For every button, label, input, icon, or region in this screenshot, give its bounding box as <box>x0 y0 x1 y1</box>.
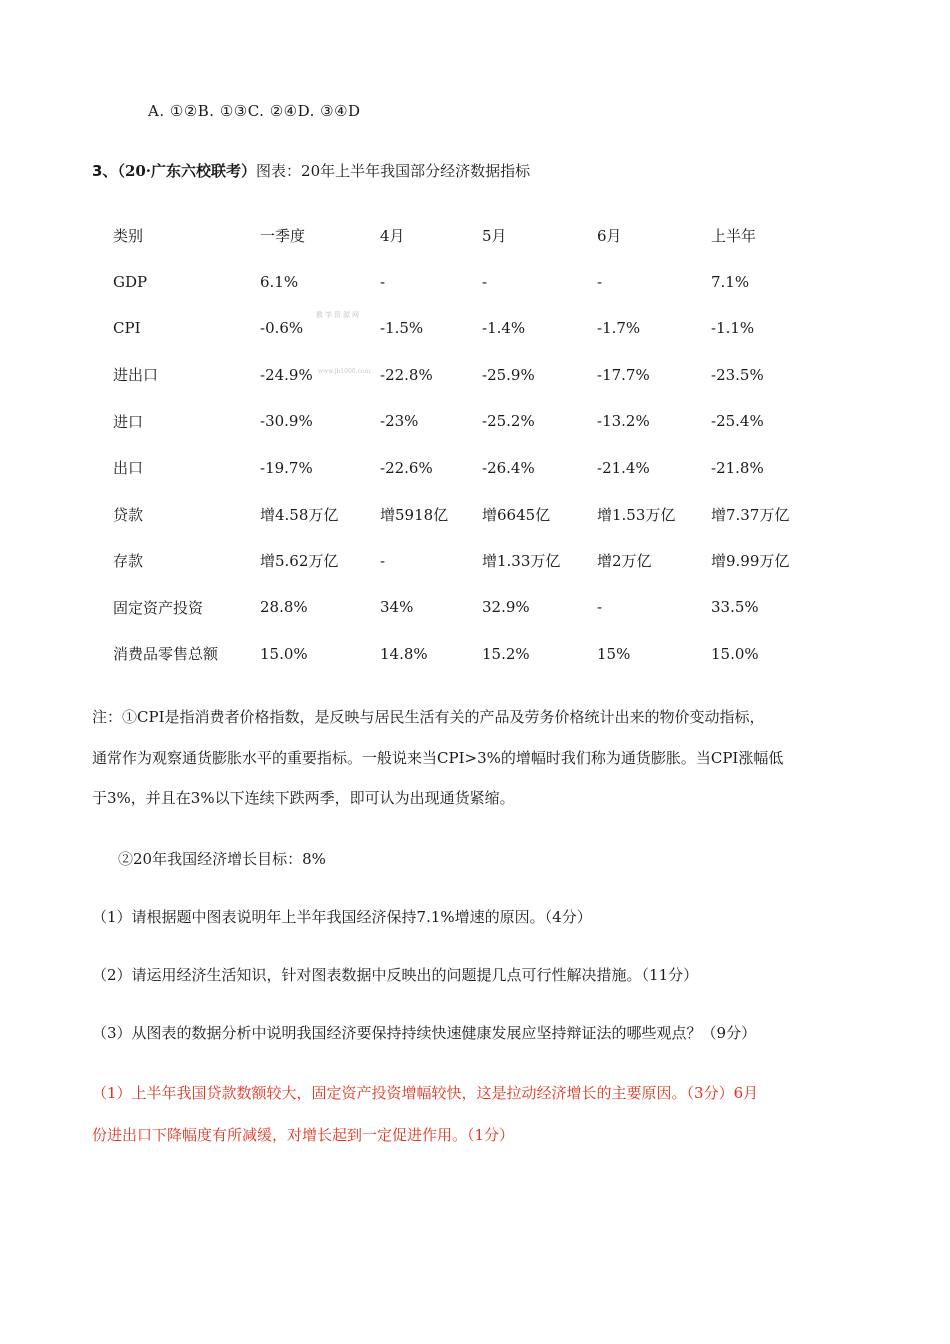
table-cell: - <box>597 272 603 291</box>
table-cell: 出口 <box>113 459 144 478</box>
table-row <box>106 398 831 445</box>
table-row <box>106 584 831 631</box>
answer-options: A. ①②B. ①③C. ②④D. ③④D <box>148 102 361 120</box>
table-cell: GDP <box>113 272 148 291</box>
table-cell: -21.4% <box>597 458 650 477</box>
table-cell: 增5.62万亿 <box>260 552 339 571</box>
table-cell: -25.2% <box>482 412 535 431</box>
table-cell: - <box>482 272 488 291</box>
table-row <box>106 491 831 538</box>
table-cell: -22.6% <box>380 458 433 477</box>
question-number: 3、 <box>92 162 118 180</box>
table-cell: 增4.58万亿 <box>260 505 339 524</box>
table-cell: 贷款 <box>113 505 144 524</box>
sub-question: （2）请运用经济生活知识，针对图表数据中反映出的问题提几点可行性解决措施。（11分） <box>92 966 699 984</box>
table-cell: -21.8% <box>711 458 764 477</box>
table-header-cell: 一季度 <box>260 226 306 245</box>
table-cell: -19.7% <box>260 458 313 477</box>
table-header-cell: 上半年 <box>711 226 757 245</box>
table-cell: 14.8% <box>380 644 428 663</box>
table-cell: 固定资产投资 <box>113 598 204 617</box>
table-cell: -26.4% <box>482 458 535 477</box>
sub-question: （3）从图表的数据分析中说明我国经济要保持持续快速健康发展应坚持辩证法的哪些观点？（9分） <box>92 1024 757 1042</box>
table-cell: 增9.99万亿 <box>711 552 790 571</box>
table-cell: -25.4% <box>711 412 764 431</box>
table-cell: -1.7% <box>597 319 641 338</box>
watermark-text: 教学资源网 <box>316 311 361 319</box>
table-row <box>106 352 831 399</box>
table-cell: 增1.53万亿 <box>597 505 676 524</box>
table-row <box>106 538 831 585</box>
table-header-cell: 6月 <box>597 226 622 245</box>
table-row <box>106 305 831 352</box>
table-cell: 消费品零售总额 <box>113 645 219 664</box>
table-cell: 增2万亿 <box>597 552 652 571</box>
table-header-row <box>106 212 831 259</box>
question-heading <box>92 160 530 181</box>
table-cell: 15.2% <box>482 644 530 663</box>
table-cell: 增6645亿 <box>482 505 551 524</box>
table-cell: -24.9% <box>260 365 313 384</box>
table-cell: 34% <box>380 598 414 617</box>
table-cell: 增5918亿 <box>380 505 449 524</box>
table-row <box>106 445 831 492</box>
table-cell: 32.9% <box>482 598 530 617</box>
table-cell: 15.0% <box>711 644 759 663</box>
table-cell: -0.6% <box>260 319 304 338</box>
table-cell: - <box>380 551 386 570</box>
table-cell: 存款 <box>113 552 144 571</box>
table-cell: - <box>380 272 386 291</box>
table-header-cell: 类别 <box>113 226 144 245</box>
table-cell: -1.4% <box>482 319 526 338</box>
table-cell: 增7.37万亿 <box>711 505 790 524</box>
answer-line: 份进出口下降幅度有所减缓，对增长起到一定促进作用。（1分） <box>92 1126 515 1144</box>
table-cell: -23.5% <box>711 365 764 384</box>
table-header-cell: 4月 <box>380 226 405 245</box>
table-cell: -22.8% <box>380 365 433 384</box>
economic-data-table <box>106 212 831 677</box>
table-cell: -13.2% <box>597 412 650 431</box>
table-cell: 进出口 <box>113 366 159 385</box>
table-cell: - <box>597 598 603 617</box>
question-source: （20·广东六校联考） <box>117 162 257 180</box>
table-cell: 6.1% <box>260 272 299 291</box>
table-header-cell: 5月 <box>482 226 507 245</box>
table-cell: 15.0% <box>260 644 308 663</box>
table-cell: -1.1% <box>711 319 755 338</box>
table-cell: -17.7% <box>597 365 650 384</box>
answer-line: （1）上半年我国贷款数额较大，固定资产投资增幅较快，这是拉动经济增长的主要原因。（3分）6月 <box>92 1084 759 1102</box>
growth-target-note: ②20年我国经济增长目标：8% <box>118 850 326 868</box>
table-cell: 增1.33万亿 <box>482 552 561 571</box>
table-cell: -1.5% <box>380 319 424 338</box>
table-cell: CPI <box>113 319 141 338</box>
sub-question: （1）请根据题中图表说明年上半年我国经济保持7.1%增速的原因。（4分） <box>92 908 592 926</box>
table-cell: -30.9% <box>260 412 313 431</box>
table-cell: 28.8% <box>260 598 308 617</box>
note-line: 通常作为观察通货膨胀水平的重要指标。一般说来当CPI>3%的增幅时我们称为通货膨胀。当CPI涨幅低 <box>92 749 784 767</box>
table-cell: 进口 <box>113 412 144 431</box>
table-row <box>106 631 831 678</box>
note-line: 注：①CPI是指消费者价格指数，是反映与居民生活有关的产品及劳务价格统计出来的物价变动指标， <box>92 708 765 726</box>
table-row <box>106 259 831 306</box>
table-cell: -23% <box>380 412 419 431</box>
watermark-url: www.jb1000.com <box>318 368 371 375</box>
note-line: 于3%，并且在3%以下连续下跌两季，即可认为出现通货紧缩。 <box>92 789 515 807</box>
table-cell: 33.5% <box>711 598 759 617</box>
table-cell: -25.9% <box>482 365 535 384</box>
table-cell: 15% <box>597 644 631 663</box>
question-title: 图表：20年上半年我国部分经济数据指标 <box>256 162 531 180</box>
table-cell: 7.1% <box>711 272 750 291</box>
